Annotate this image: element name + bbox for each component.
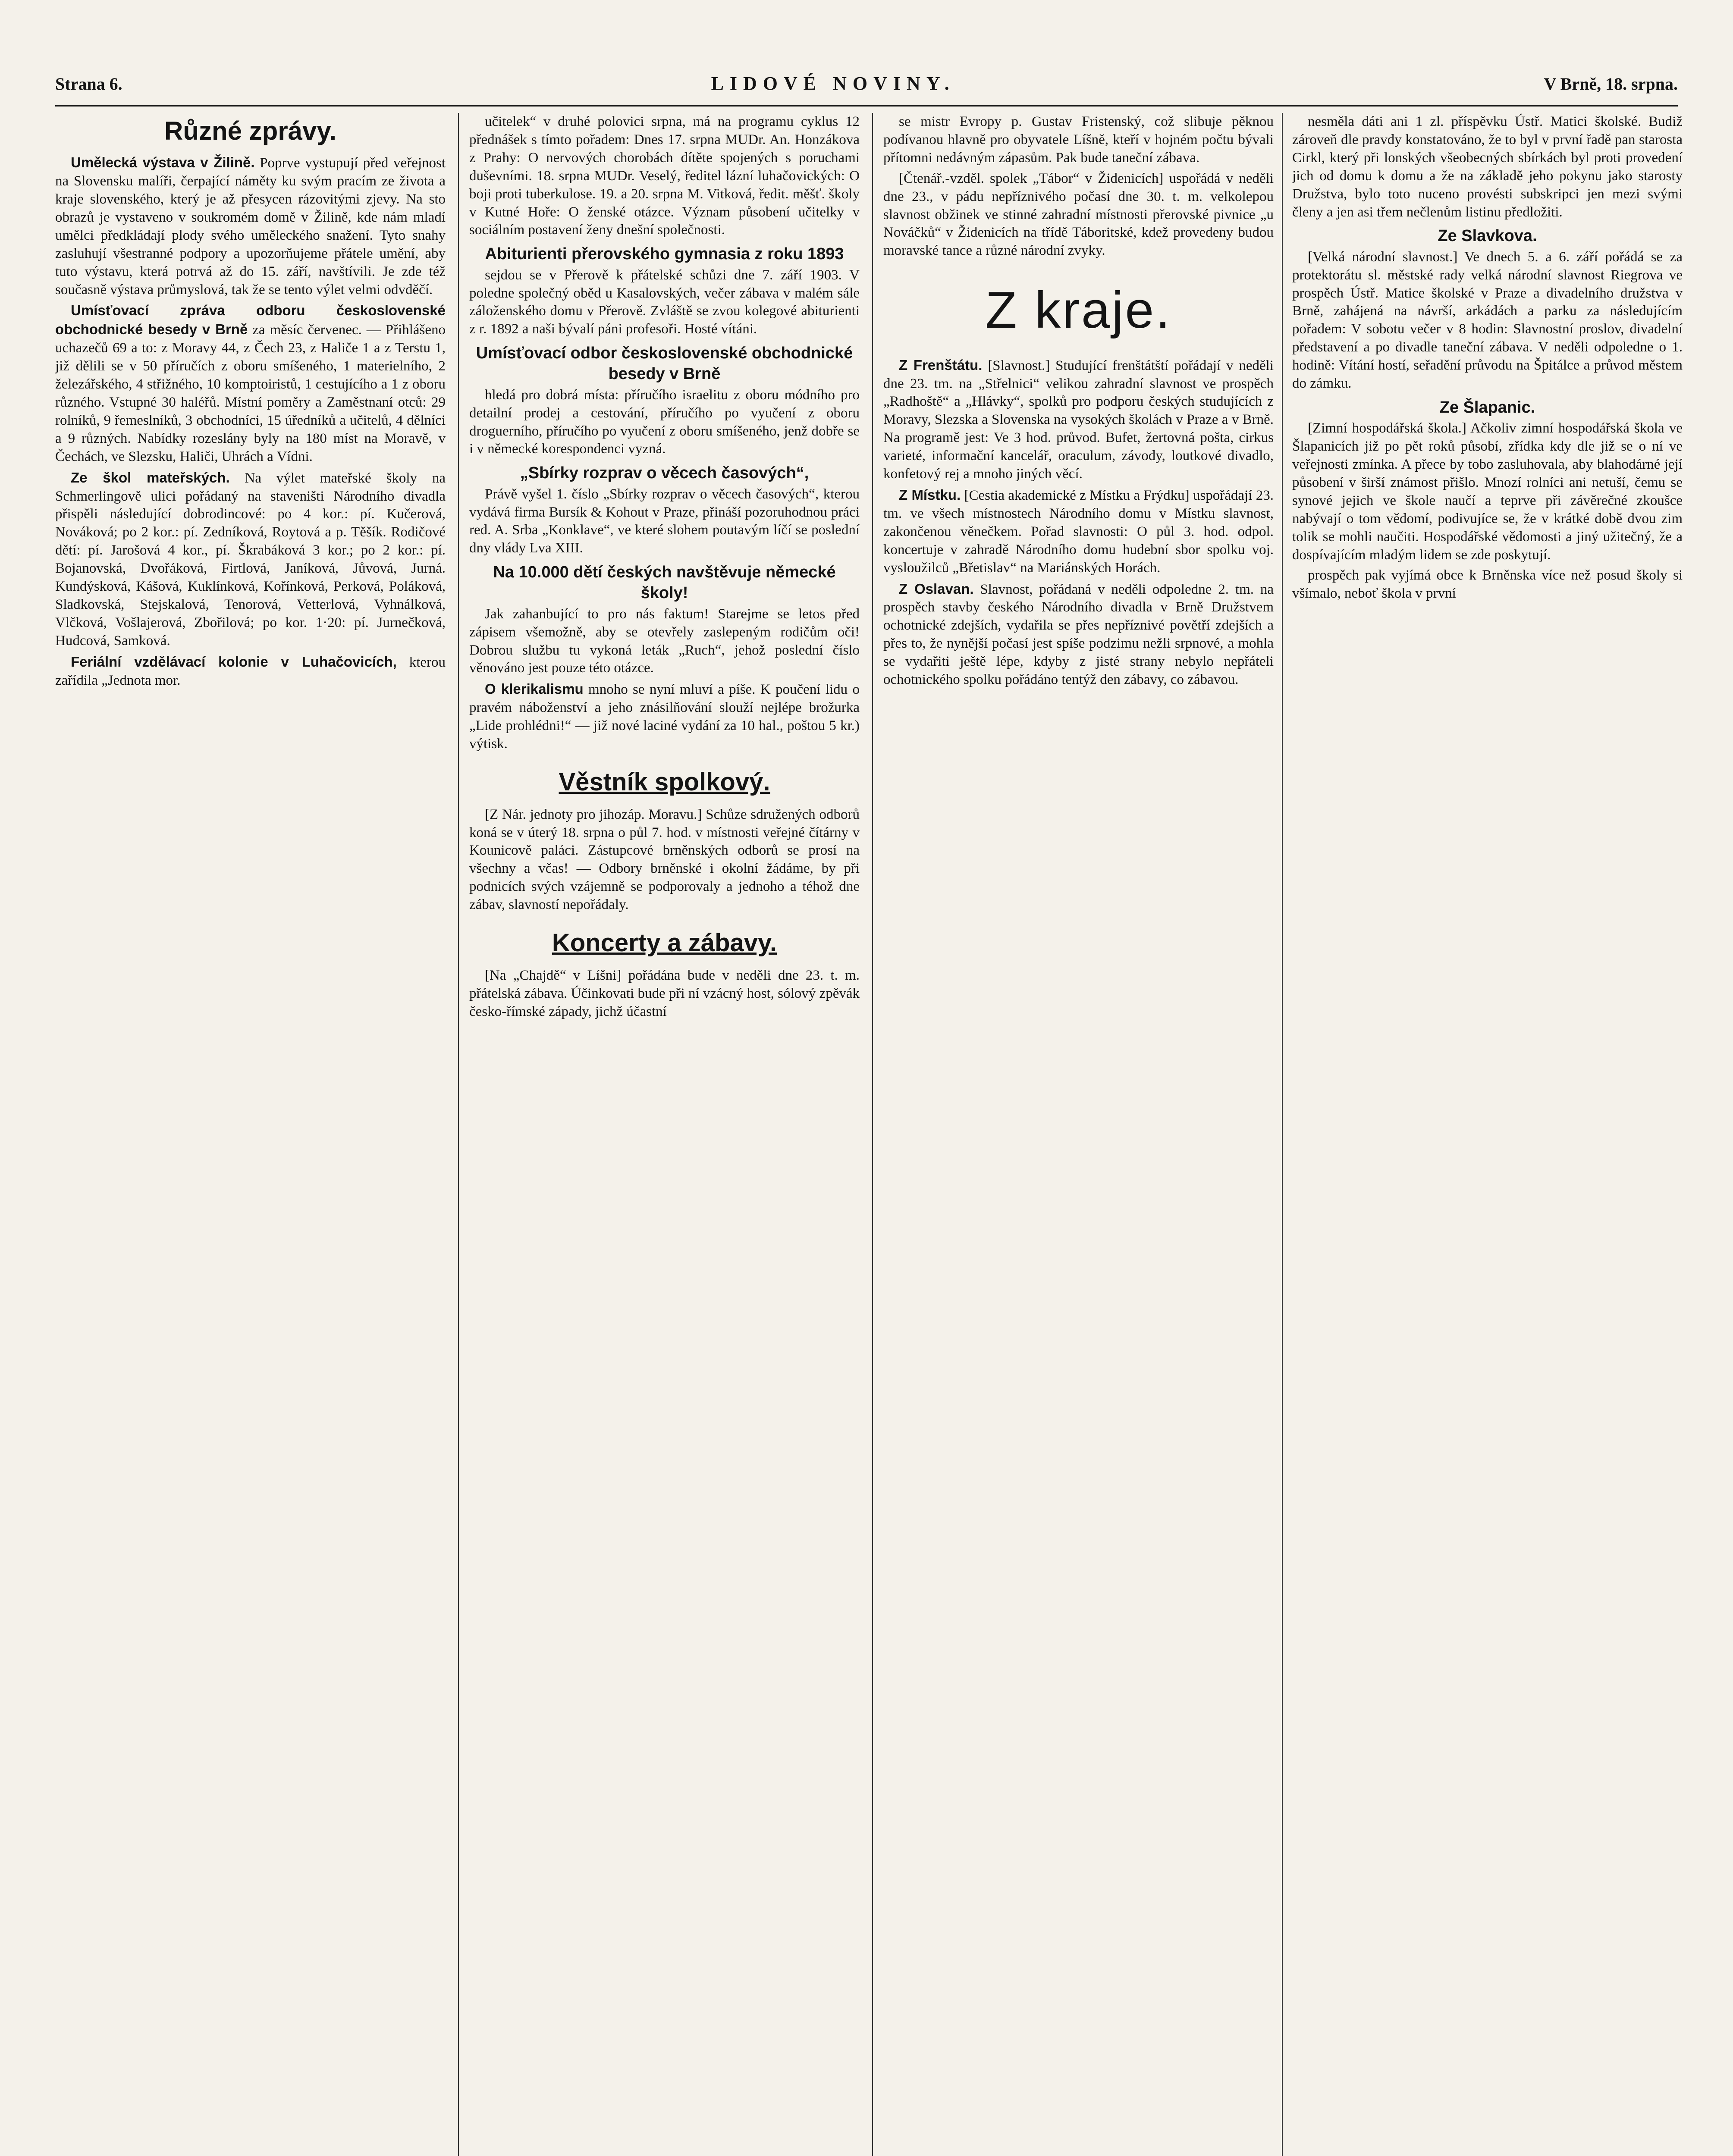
article-headline: Umísťovací odbor československé obchodnické besedy v Brně (476, 344, 853, 383)
article-text: [Zimní hospodářská škola.] Ačkoliv zimní hospodářská škola ve Šlapanicích již po pět roků působí, zřídka kdy dle již se o ní ve veřejnosti zmínka. A přece by tobo zasluhovala, aby blahodárné její působení v širší známost přišlo. Mnozí rolníci ani netuší, čemu se synové jejich ve škole naučí a teprve při závěrečné zkoušce nabývají o tom vědomí, podivujíce se, že v krátké době dvou zim tolik se mohli naučiti. Hospodářské vědomosti a jiný užitečný, že a dospívajícím mladým lidem se zde poskytují. (1292, 420, 1683, 563)
column-3 (883, 113, 1274, 2156)
column-1 (55, 113, 446, 2156)
article-text: [Na „Chajdě“ v Líšni] pořádána bude v neděli dne 23. t. m. přátelská zábava. Účinkovati bude při ní vzácný host, sólový zpěvák česko-římské západy, jichž účastní (469, 967, 860, 1019)
article-text: nesměla dáti ani 1 zl. příspěvku Ústř. Matici školské. Budiž zároveň dle pravdy konstatováno, že to byl v první řadě pan starosta Cirkl, který při lonských všeobecných sbírkách byl proti provedení jich od domu k domu a že na základě jeho pokynu jako starosty Družstva, bylo toto nuceno provésti subskripci jen mezi svými členy a jen asi třem nečlenům listinu předložiti. (1292, 114, 1683, 220)
article-text: Právě vyšel 1. číslo „Sbírky rozprav o věcech časových“, kterou vydává firma Bursík & Kohout v Praze, přináší pozoruhodnou práci red. A. Srba „Konklave“, ve které slohem poutavým líčí se poslední dny vlády Lva XIII. (469, 486, 860, 556)
column-divider (1282, 113, 1283, 2156)
article-headline: Z Místku. (899, 486, 961, 503)
masthead: LIDOVÉ NOVINY. (711, 73, 955, 94)
article (55, 653, 446, 690)
article-text: Jak zahanbující to pro nás faktum! Starejme se letos před zápisem všemožně, aby se otevřely zaslepeným rodičům oči! Dobrou službu tu vykoná leták „Ruch“, jehož poslední číslo věnováno jest pouze této otázce. (469, 606, 860, 676)
article-text: Poprve vystupují před veřejnost na Slovensku malíři, čerpající náměty ku svým pracím ze života a kraje slovenského, který je až přesycen rázovitými zjevy. Na sto obrazů je vystaveno v soukromém domě v Žilině, kde nám mladí umělci předkládají plody svého uměleckého snažení. Tyto snahy zasluhují všestranné podpory a upozorňujeme přátele umění, aby tuto výstavu, která potrvá až do 15. září, navštívili. Je zde též současně výstava průmyslová, tak že se tento výlet velmi odvděčí. (55, 155, 446, 298)
article-text: mnoho se nyní mluví a píše. K poučení lidu o pravém náboženství a jeho znásilňování slouží nejlépe brožurka „Lide prohlédni!“ — již nové laciné vydání za 10 hal., poštou 5 kr.) výtisk. (469, 682, 860, 752)
article-text: hledá pro dobrá místa: příručího israelitu z oboru módního pro detailní prodej a cestování, příručího po vyučení z oboru droguerního, příručího po vyučení z oboru smíšeného, jenž dobře se i v německé korespondenci vyzná. (469, 387, 860, 457)
article-text: Na výlet mateřské školy na Schmerlingově ulici pořádaný na staveništi Národního divadla přispěli následující dobrodincové: po 4 kor.: pí. Kučerová, Nováková; po 2 kor.: pí. Zedníková, Roytová a p. Těšík. Rodičové dětí: pí. Jarošová 4 kor., pí. Škrabáková 3 kor.; po 2 kor.: pí. Bojanovská, Dvořáková, Firtlová, Janíková, Jůvová, Jurná. Kundýsková, Kášová, Kuklínková, Kořínková, Perková, Poláková, Sladkovská, Stejskalová, Tenorová, Vetterlová, Vyhnálková, Vlčková, Vošlajerová, Zbořilová; po kor. 1·20: pí. Jurnečková, Hudcová, Samková. (55, 470, 446, 649)
article-text: [Velká národní slavnost.] Ve dnech 5. a 6. září pořádá se za protektorátu sl. městské rady velká národní slavnost Riegrova ve prospěch Ústř. Matice školské v Praze a divadelního družstva v Brně, zahájená na návrší, arkádách a parku za následujícím pořadem: V sobotu večer v 8 hodin: Slavnostní proslov, divadelní představení a po divadle taneční zábava. V neděli odpoledne o 1. hodině: Vítání hostí, seřadění průvodu na Špitálce a průvod městem do zámku. (1292, 249, 1683, 392)
page-header (55, 72, 1678, 103)
article-headline: Feriální vzdělávací kolonie v Luhačovicích, (71, 653, 397, 670)
column-divider (458, 113, 459, 2156)
article-text: za měsíc červenec. — Přihlášeno uchazečů 69 a to: z Moravy 44, z Čech 23, z Haliče 1 a z Terstu 1, již dělili se v 50 příručích z oboru smíšeného, 1 materielního, 2 železářského, 4 střižného, 10 komptoiristů, 1 cestujícího a 1 z oboru různého. Vstupné 30 haléřů. Místní poměry a Zaměstnaní otců: 29 rolníků, 9 řemeslníků, 3 obchodníci, 15 úředníků a učitelů, 4 dělníci a 9 různých. Nabídky rozeslány byly na 180 míst na Moravě, v Čechách, ve Slezsku, Haliči, Uhrách a Vídni. (55, 322, 446, 464)
column-2 (469, 113, 860, 2156)
article-text: [Z Nár. jednoty pro jihozáp. Moravu.] Schůze sdružených odborů koná se v úterý 18. srpna o půl 7. hod. v místnosti veřejné čítárny v Kounicově paláci. Zástupcové brněnských odborů se prosí na všechny a včas! — Odbory brněnské i okolní žádáme, by při podnicích svých vzájemně se podporovaly a jednoho a téhož dne zábav, slavností nepořádaly. (469, 806, 860, 913)
article (55, 469, 446, 650)
article-headline: Z Frenštátu. (899, 357, 983, 373)
article (883, 486, 1274, 577)
article-text: sejdou se v Přerově k přátelské schůzi dne 7. září 1903. V poledne společný oběd u Kasalovských, večer zábava v malém sále záloženského domu v Přerově. Zvláště se zvou kolegové abiturienti z r. 1892 a naši bývalí páni profesoři. Hosté vítáni. (469, 267, 860, 337)
section-title-ruzne-zpravy: Různé zprávy. (164, 116, 336, 145)
column-4 (1292, 113, 1683, 2156)
article-headline: Ze škol mateřských. (71, 469, 230, 486)
column-divider (872, 113, 873, 2156)
article (883, 356, 1274, 483)
article-text: [Cestia akademické z Místku a Frýdku] uspořádají 23. tm. ve všech místnostech Národního domu v Místku slavnost, zakončenou věnečkem. Pořad slavnosti: O půl 3. hod. odpol. koncertuje v zahradě Národního domu hudební sbor spolku voj. vysloužilců „Břetislav“ na Mariánských Horách. (883, 487, 1274, 576)
article-headline: Abiturienti přerovského gymnasia z roku 1893 (485, 245, 844, 263)
article (469, 680, 860, 753)
article-headline: Z Oslavan. (899, 580, 974, 597)
section-title-vestnik-spolkovy: Věstník spolkový. (559, 768, 770, 796)
section-title-koncerty-a-zabavy: Koncerty a zábavy. (552, 929, 777, 957)
article-headline: „Sbírky rozprav o věcech časových“, (520, 464, 809, 483)
article-text: kterou zařídila „Jednota mor. (55, 654, 446, 688)
article (883, 580, 1274, 689)
article-headline: O klerikalismu (485, 681, 584, 697)
section-title-z-kraje: Z kraje. (985, 281, 1172, 339)
article-text: se mistr Evropy p. Gustav Fristenský, což slibuje pěknou podívanou hlavně pro obyvatele Líšně, kteří v hojném počtu bývali přítomni nedávným zápasům. Pak bude taneční zábava. (883, 114, 1274, 166)
article-headline: Na 10.000 dětí českých navštěvuje německé školy! (493, 563, 836, 602)
article (55, 301, 446, 466)
article-text: prospěch pak vyjímá obce k Brněnska více než posud školy si všímalo, neboť škola v první (1292, 567, 1683, 602)
header-rule (55, 105, 1678, 107)
article-headline: Umělecká výstava v Žilině. (71, 154, 255, 171)
article (55, 154, 446, 299)
article-text: Slavnost, pořádaná v neděli odpoledne 2. tm. na prospěch stavby českého Národního divadla v Brně Družstvem ochotnické zdejších, vydařila se přes nepříznivé povětří zdejších a přes to, že nynější počasí jest spíše podzimu nežli srpnové, a mohla se vydařiti ještě lépe, kdyby z jisté strany nebylo nepřáteli ochotnického spolku pořádáno tentýž den zábavy, co zábavou. (883, 581, 1274, 688)
article-text: [Čtenář.-vzděl. spolek „Tábor“ v Židenicích] uspořádá v neděli dne 23., v pádu nepříznivého počasí dne 30. t. m. velkolepou slavnost obžinek ve stinné zahradní místnosti přerovské pivnice „u Nováčků“ v Židenicích na třídě Táboritské, kdež provedeny budou moravské tance a různé národní zvyky. (883, 170, 1274, 259)
article-headline: Umísťovací zpráva odboru československé obchodnické besedy v Brně (55, 302, 446, 338)
article-text: [Slavnost.] Studující frenštátští pořádají v neděli dne 23. tm. na „Střelnici“ velikou zahradní slavnost ve prospěch „Radhoště“ a „Hlávky“, spolků pro podporu českých studujících z Moravy, Slezska a Slovenska na vysokých školách v Praze a v Brně. Na programě jest: Ve 3 hod. průvod. Bufet, žertovná pošta, cirkus varieté, informační kancelář, oraculum, závody, loutkové divadlo, konfetový rej a mnoho jiných věcí. (883, 357, 1274, 482)
page-number: Strana 6. (55, 74, 122, 94)
article-headline: Ze Šlapanic. (1439, 398, 1535, 417)
article-text: učitelek“ v druhé polovici srpna, má na programu cyklus 12 přednášek s tímto pořadem: Dnes 17. srpna MUDr. An. Honzákova z Prahy: O nervových chorobách dítěte spojených s poruchami duševními. 18. srpna MUDr. Veselý, ředitel lázní luhačovických: O boji proti tuberkulose. 19. a 20. srpna M. Vitková, ředit. měšť. školy v Kutné Hoře: O ženské otázce. Význam působení učitelky v sociálním postavení ženy dnešní společnosti. (469, 114, 860, 238)
article-headline: Ze Slavkova. (1438, 227, 1537, 245)
article (469, 113, 860, 239)
issue-date: V Brně, 18. srpna. (1544, 74, 1678, 94)
